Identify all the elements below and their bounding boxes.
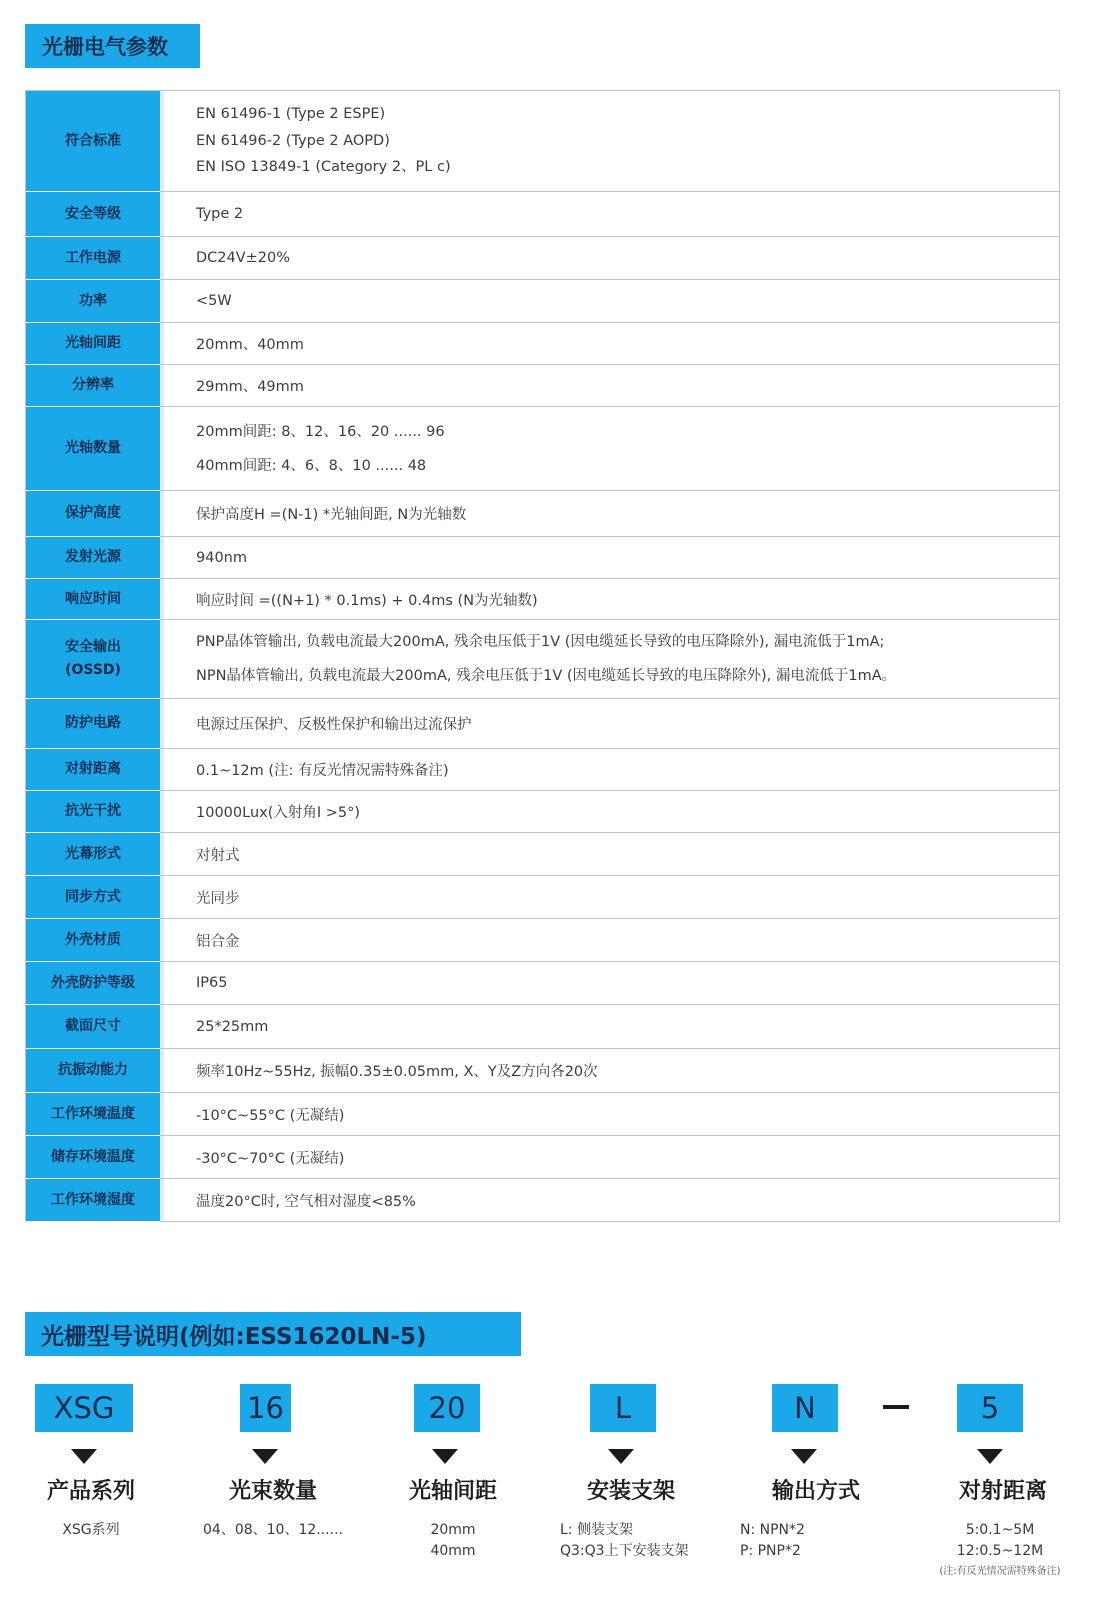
- down-arrow-icon: [432, 1449, 458, 1464]
- model-code-bracket: L: [590, 1384, 656, 1432]
- model-code-range: 5: [957, 1384, 1023, 1432]
- spec-value: 20mm间距: 8、12、16、20 ...... 96 40mm间距: 4、6、8、10 ...... 48: [196, 423, 445, 474]
- spec-value: 保护高度H =(N-1) *光轴间距, N为光轴数: [196, 507, 467, 523]
- spec-row-light-source: [26, 537, 1059, 579]
- range-note: (注:有反光情况需特殊备注): [939, 1566, 1061, 1577]
- spec-label: 截面尺寸: [26, 1005, 160, 1049]
- spec-row-light-immunity: [26, 791, 1059, 833]
- spec-row-humidity: [26, 1179, 1059, 1221]
- model-desc-series: XSG系列: [62, 1522, 120, 1538]
- spec-value: -10°C~55°C (无凝结): [196, 1107, 345, 1124]
- down-arrow-icon: [977, 1449, 1003, 1464]
- spec-value: 20mm、40mm: [196, 337, 304, 353]
- spec-label: 光幕形式: [26, 833, 160, 876]
- spec-value: 响应时间 =((N+1) * 0.1ms) + 0.4ms (N为光轴数): [196, 592, 538, 609]
- spec-row-resolution: [26, 365, 1059, 407]
- spec-value: 铝合金: [196, 933, 240, 950]
- spec-label: 发射光源: [26, 537, 160, 579]
- spec-label: 防护电路: [26, 699, 160, 749]
- spec-row-protection-height: [26, 491, 1059, 537]
- spec-value: 对射式: [196, 847, 240, 864]
- spec-label: 工作环境温度: [26, 1093, 160, 1136]
- spec-label: 抗光干扰: [26, 791, 160, 833]
- spec-value: EN 61496-1 (Type 2 ESPE) EN 61496-2 (Type 2 AOPD) EN ISO 13849-1 (Category 2、PL c): [196, 106, 451, 176]
- spec-value: 940nm: [196, 549, 247, 566]
- spec-row-safety-level: [26, 192, 1059, 237]
- spec-value: 电源过压保护、反极性保护和输出过流保护: [196, 717, 472, 733]
- section-title-model: 光栅型号说明(例如:ESS1620LN-5): [25, 1312, 521, 1356]
- down-arrow-icon: [791, 1449, 817, 1464]
- spec-row-ossd: [26, 620, 1059, 699]
- spec-label: 外壳防护等级: [26, 962, 160, 1005]
- model-desc-output: N: NPN*2 P: PNP*2: [740, 1522, 805, 1559]
- spec-label: 符合标准: [26, 91, 160, 192]
- spec-value: 29mm、49mm: [196, 379, 304, 395]
- spec-table: [25, 90, 1060, 1222]
- spec-value: DC24V±20%: [196, 250, 291, 266]
- model-desc-spacing: 20mm 40mm: [430, 1522, 476, 1559]
- spec-value: 光同步: [196, 890, 240, 907]
- model-desc-bracket: L: 侧装支架 Q3:Q3上下安装支架: [560, 1522, 689, 1559]
- spec-value: PNP晶体管输出, 负载电流最大200mA, 残余电压低于1V (因电缆延长导致的电压降除外), 漏电流低于1mA; NPN晶体管输出, 负载电流最大200mA, 残余电压低于1V (因电缆延长导致的电压降除外), 漏电流低于1mA。: [196, 634, 897, 684]
- model-code-output: N: [772, 1384, 838, 1432]
- spec-value: Type 2: [196, 206, 244, 222]
- spec-row-storage-temp: [26, 1136, 1059, 1179]
- model-heading-output: 输出方式: [771, 1479, 860, 1504]
- spec-label: 分辨率: [26, 365, 160, 407]
- spec-label: 外壳材质: [26, 919, 160, 962]
- model-separator-dash: [883, 1405, 909, 1409]
- spec-value: 25*25mm: [196, 1018, 269, 1035]
- down-arrow-icon: [71, 1449, 97, 1464]
- spec-row-operating-temp: [26, 1093, 1059, 1136]
- spec-label: 对射距离: [26, 749, 160, 791]
- spec-row-vibration: [26, 1049, 1059, 1093]
- spec-label: 响应时间: [26, 579, 160, 620]
- spec-label: 工作环境湿度: [26, 1179, 160, 1222]
- spec-label: 安全等级: [26, 192, 160, 237]
- spec-row-ip-rating: [26, 962, 1059, 1005]
- spec-label: 安全输出 (OSSD): [26, 620, 160, 699]
- spec-value: 0.1~12m (注: 有反光情况需特殊备注): [196, 763, 449, 779]
- down-arrow-icon: [608, 1449, 634, 1464]
- section-title-electrical: 光栅电气参数: [25, 24, 200, 68]
- spec-label: 光轴数量: [26, 407, 160, 491]
- spec-row-range: [26, 749, 1059, 791]
- spec-row-sync: [26, 876, 1059, 919]
- model-heading-beams: 光束数量: [228, 1479, 317, 1504]
- spec-value: <5W: [196, 293, 232, 309]
- down-arrow-icon: [252, 1449, 278, 1464]
- spec-value: 10000Lux(入射角I >5°): [196, 805, 361, 821]
- spec-row-housing-material: [26, 919, 1059, 962]
- model-code-beams: 16: [240, 1384, 291, 1432]
- spec-label: 功率: [26, 280, 160, 323]
- model-heading-bracket: 安装支架: [586, 1479, 675, 1504]
- model-code-spacing: 20: [414, 1384, 480, 1432]
- model-desc-range: 5:0.1~5M 12:0.5~12M: [956, 1522, 1044, 1559]
- spec-label: 光轴间距: [26, 323, 160, 365]
- spec-row-axis-spacing: [26, 323, 1059, 365]
- spec-value: 频率10Hz~55Hz, 振幅0.35±0.05mm, X、Y及Z方向各20次: [196, 1064, 598, 1080]
- spec-row-axis-count: [26, 407, 1059, 491]
- spec-label: 同步方式: [26, 876, 160, 919]
- spec-row-power-supply: [26, 237, 1059, 280]
- spec-row-curtain-type: [26, 833, 1059, 876]
- model-heading-spacing: 光轴间距: [408, 1479, 497, 1504]
- spec-row-power: [26, 280, 1059, 323]
- spec-value: 温度20°C时, 空气相对湿度<85%: [196, 1193, 416, 1210]
- spec-label: 工作电源: [26, 237, 160, 280]
- model-heading-range: 对射距离: [958, 1479, 1047, 1504]
- spec-value: -30°C~70°C (无凝结): [196, 1150, 345, 1167]
- spec-label: 保护高度: [26, 491, 160, 537]
- spec-value: IP65: [196, 975, 228, 991]
- model-desc-beams: 04、08、10、12......: [203, 1522, 343, 1538]
- spec-row-protection-circuit: [26, 699, 1059, 749]
- model-code-series: XSG: [35, 1384, 133, 1432]
- spec-label: 抗振动能力: [26, 1049, 160, 1093]
- spec-row-response-time: [26, 579, 1059, 620]
- spec-row-cross-section: [26, 1005, 1059, 1049]
- model-heading-series: 产品系列: [46, 1479, 135, 1504]
- spec-row-standards: [26, 91, 1059, 192]
- spec-label: 储存环境温度: [26, 1136, 160, 1179]
